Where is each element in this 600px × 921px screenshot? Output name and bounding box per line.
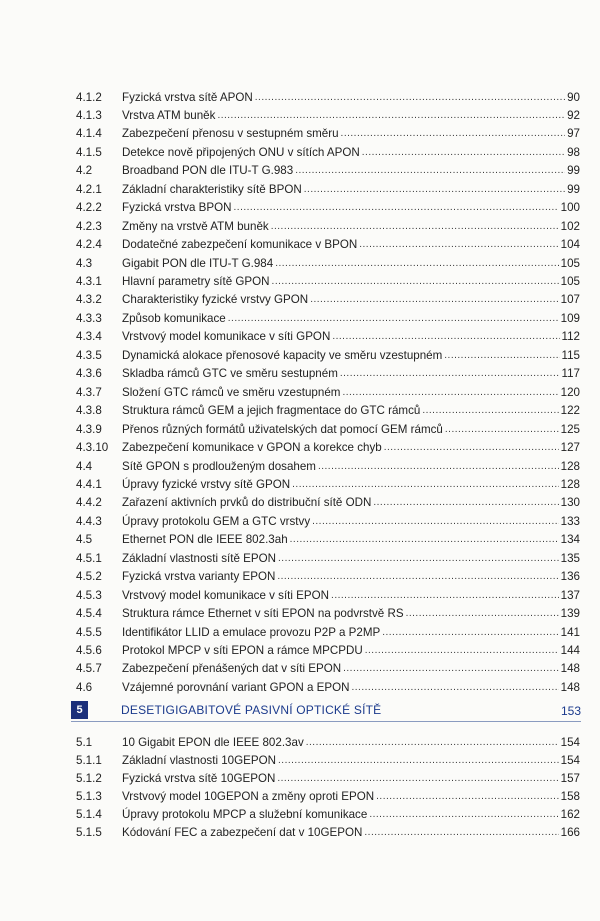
entry-number: 4.3.4 [76, 330, 102, 344]
dot-leader [359, 239, 558, 250]
entry-page: 141 [560, 625, 580, 639]
toc-entry [76, 549, 580, 567]
entry-title: Složení GTC rámců ve směru vzestupném [122, 385, 341, 399]
entry-title: Vrstvový model komunikace v síti EPON [122, 588, 330, 602]
entry-number: 4.4 [76, 459, 93, 473]
entry-page: 134 [560, 533, 580, 547]
entry-page: 104 [560, 238, 580, 252]
dot-leader [369, 809, 558, 820]
toc-entry [76, 328, 580, 346]
toc-entry [76, 346, 580, 364]
entry-number: 4.3.6 [76, 367, 102, 381]
entry-title: Identifikátor LLID a emulace provozu P2P a P2MP [122, 625, 381, 639]
entry-number: 5.1.4 [76, 807, 102, 821]
entry-number: 4.4.3 [76, 514, 102, 528]
dot-leader [310, 294, 558, 305]
dot-leader [343, 663, 559, 674]
entry-page: 137 [560, 588, 580, 602]
entry-number: 4.3.3 [76, 311, 102, 325]
entry-number: 4.2.1 [76, 182, 102, 196]
entry-page: 105 [560, 256, 580, 270]
entry-title: Detekce nově připojených ONU v sítích APON [122, 145, 360, 159]
entry-number: 4.1.2 [76, 90, 102, 104]
dot-leader [304, 184, 565, 195]
entry-title: Zabezpečení přenášených dat v síti EPON [122, 662, 342, 676]
toc-entry [76, 586, 580, 604]
toc-entry [76, 605, 580, 623]
entry-title: Skladba rámců GTC ve směru sestupném [122, 367, 338, 381]
entry-title: Fyzická vrstva sítě 10GEPON [122, 771, 276, 785]
entry-number: 4.3.9 [76, 422, 102, 436]
entry-title: Zabezpečení přenosu v sestupném směru [122, 127, 339, 141]
entry-title: Protokol MPCP v síti EPON a rámce MPCPDU [122, 644, 363, 657]
toc-entry [76, 823, 580, 841]
entry-number: 4.5.5 [76, 625, 102, 639]
entry-number: 4.3.8 [76, 404, 102, 418]
dot-leader [277, 773, 558, 784]
entry-title: Vzájemné porovnání variant GPON a EPON [122, 680, 350, 694]
toc-entry [76, 420, 580, 438]
toc-entry [76, 383, 580, 401]
entry-page: 105 [560, 275, 580, 288]
entry-page: 166 [560, 825, 580, 839]
entry-page: 135 [560, 551, 580, 565]
dot-leader [364, 827, 558, 838]
entry-number: 4.5.1 [76, 551, 102, 565]
dot-leader [278, 553, 559, 564]
toc-entry [76, 365, 580, 383]
chapter-number: 5 [71, 701, 88, 719]
entry-page: 157 [560, 771, 580, 785]
toc-entry [76, 642, 580, 660]
dot-leader [295, 165, 565, 176]
entry-title: 10 Gigabit EPON dle IEEE 802.3av [122, 735, 304, 749]
entry-title: Broadband PON dle ITU-T G.983 [122, 164, 294, 178]
dot-leader [312, 516, 559, 527]
toc-entry [76, 402, 580, 420]
entry-number: 5.1 [76, 735, 93, 749]
dot-leader [332, 331, 559, 342]
entry-title: Fyzická vrstva sítě APON [122, 90, 253, 104]
toc-entry [76, 457, 580, 475]
toc-entry [76, 512, 580, 530]
entry-number: 4.6 [76, 680, 93, 694]
toc-entry [76, 273, 580, 291]
dot-leader [306, 737, 559, 748]
entry-number: 4.5.3 [76, 588, 102, 602]
entry-number: 4.2 [76, 164, 93, 178]
dot-leader [271, 221, 559, 232]
entry-title: Základní charakteristiky sítě BPON [122, 182, 302, 196]
toc-entry [76, 733, 580, 751]
entry-page: 92 [567, 108, 580, 122]
entry-number: 4.3 [76, 256, 93, 270]
entry-page: 128 [560, 459, 580, 473]
toc-entry [76, 494, 580, 512]
entry-title: Ethernet PON dle IEEE 802.3ah [122, 533, 288, 547]
entry-title: Vrstvový model 10GEPON a změny oproti EPON [122, 789, 375, 803]
entry-page: 128 [560, 477, 580, 491]
entry-title: Struktura rámců GEM a jejich fragmentace do GTC rámců [122, 404, 421, 418]
toc-entry [76, 180, 580, 198]
dot-leader [342, 387, 558, 398]
entry-page: 158 [560, 789, 580, 803]
toc-entry [76, 531, 580, 549]
entry-title: Přenos různých formátů uživatelských dat pomocí GEM rámců [122, 422, 443, 436]
dot-leader [445, 424, 559, 435]
entry-page: 136 [560, 570, 580, 584]
toc-entry [76, 475, 580, 493]
dot-leader [382, 627, 558, 638]
dot-leader [318, 461, 559, 472]
entry-number: 5.1.2 [76, 771, 102, 785]
entry-number: 4.3.10 [76, 441, 109, 455]
dot-leader [373, 497, 558, 508]
toc-entry [76, 254, 580, 272]
entry-page: 133 [560, 514, 580, 528]
entry-page: 127 [560, 441, 580, 455]
entry-page: 115 [561, 348, 580, 362]
entry-page: 122 [560, 404, 580, 418]
entry-page: 98 [567, 145, 580, 159]
entry-title: Úpravy protokolu MPCP a služební komunikace [122, 807, 368, 821]
dot-leader [341, 128, 566, 139]
entry-number: 4.4.2 [76, 496, 102, 510]
entry-page: 107 [560, 293, 580, 307]
entry-number: 5.1.1 [76, 753, 102, 767]
entry-title: Dynamická alokace přenosové kapacity ve směru vzestupném [122, 348, 443, 362]
toc-entry [76, 106, 580, 124]
entry-page: 99 [567, 164, 580, 178]
entry-title: Vrstva ATM buněk [122, 108, 216, 122]
entry-number: 4.3.5 [76, 348, 102, 362]
dot-leader [228, 313, 559, 324]
entry-title: Fyzická vrstva varianty EPON [122, 570, 276, 584]
entry-title: Úpravy fyzické vrstvy sítě GPON [122, 477, 291, 491]
entry-title: Charakteristiky fyzické vrstvy GPON [122, 293, 309, 307]
entry-number: 4.3.2 [76, 293, 102, 307]
entry-title: Sítě GPON s prodlouženým dosahem [122, 459, 316, 473]
entry-page: 99 [567, 182, 580, 196]
entry-page: 117 [561, 367, 580, 381]
toc-entry [76, 236, 580, 254]
dot-leader [275, 258, 558, 269]
entry-page: 90 [567, 90, 580, 104]
dot-leader [331, 590, 559, 601]
entry-page: 100 [560, 201, 580, 215]
entry-number: 4.1.3 [76, 108, 102, 122]
entry-number: 4.5.7 [76, 662, 102, 676]
toc-entry [76, 439, 580, 457]
entry-number: 5.1.3 [76, 789, 102, 803]
entry-page: 109 [560, 311, 580, 325]
entry-page: 112 [561, 330, 580, 344]
entry-title: Dodatečné zabezpečení komunikace v BPON [122, 238, 358, 252]
entry-page: 148 [560, 662, 580, 676]
entry-title: Vrstvový model komunikace v síti GPON [122, 330, 331, 344]
toc-entry [76, 805, 580, 823]
entry-title: Hlavní parametry sítě GPON [122, 275, 270, 288]
toc-entry [76, 125, 580, 143]
dot-leader [290, 534, 559, 545]
entry-title: Fyzická vrstva BPON [122, 201, 232, 215]
entry-number: 4.2.4 [76, 238, 102, 252]
entry-page: 162 [560, 807, 580, 821]
entry-number: 4.4.1 [76, 477, 102, 491]
entry-title: Zařazení aktivních prvků do distribuční sítě ODN [122, 496, 372, 510]
toc-entry [76, 291, 580, 309]
entry-number: 4.3.7 [76, 385, 102, 399]
toc-entry [76, 162, 580, 180]
entry-title: Zabezpečení komunikace v GPON a korekce chyb [122, 441, 382, 455]
toc-entry [76, 769, 580, 787]
entry-number: 4.2.2 [76, 201, 102, 215]
entry-page: 154 [560, 735, 580, 749]
dot-leader [292, 479, 559, 490]
dot-leader [272, 276, 559, 287]
dot-leader [255, 92, 565, 103]
dot-leader [365, 645, 559, 656]
toc-entry [76, 309, 580, 327]
entry-number: 4.5.2 [76, 570, 102, 584]
entry-number: 5.1.5 [76, 825, 102, 839]
entry-number: 4.3.1 [76, 275, 102, 288]
entry-title: Struktura rámce Ethernet v síti EPON na podvrstvě RS [122, 607, 404, 621]
dot-leader [422, 405, 558, 416]
entry-page: 139 [560, 607, 580, 621]
toc-entry [76, 143, 580, 161]
entry-page: 102 [560, 219, 580, 233]
entry-page: 120 [560, 385, 580, 399]
entry-page: 130 [560, 496, 580, 510]
dot-leader [384, 442, 559, 453]
dot-leader [444, 350, 559, 361]
dot-leader [340, 368, 560, 379]
dot-leader [278, 755, 559, 766]
entry-title: Základní vlastnosti sítě EPON [122, 551, 277, 565]
entry-number: 4.1.4 [76, 127, 102, 141]
toc-entry [76, 678, 580, 696]
entry-number: 4.5.4 [76, 607, 102, 621]
entry-page: 148 [560, 680, 580, 694]
toc-entry [76, 623, 580, 641]
entry-page: 97 [567, 127, 580, 141]
chapter-heading [71, 701, 581, 722]
entry-title: Úpravy protokolu GEM a GTC vrstvy [122, 514, 311, 528]
toc-entry [76, 88, 580, 106]
chapter-title: DESETIGIGABITOVÉ PASIVNÍ OPTICKÉ SÍTĚ [121, 703, 382, 717]
entry-number: 4.2.3 [76, 219, 102, 233]
toc-entry [76, 751, 580, 769]
toc-entry [76, 568, 580, 586]
entry-number: 4.5.6 [76, 644, 102, 657]
dot-leader [406, 608, 559, 619]
dot-leader [234, 202, 559, 213]
entry-title: Gigabit PON dle ITU-T G.984 [122, 256, 274, 270]
entry-title: Základní vlastnosti 10GEPON [122, 753, 277, 767]
entry-page: 144 [560, 644, 580, 657]
toc-entry [76, 217, 580, 235]
toc-entry [76, 787, 580, 805]
entry-page: 154 [560, 753, 580, 767]
toc-entry [76, 660, 580, 678]
chapter-page: 153 [560, 704, 581, 718]
toc-entry [76, 199, 580, 217]
entry-number: 4.5 [76, 533, 93, 547]
dot-leader [351, 682, 558, 693]
entry-number: 4.1.5 [76, 145, 102, 159]
entry-title: Změny na vrstvě ATM buněk [122, 219, 269, 233]
entry-title: Způsob komunikace [122, 311, 226, 325]
dot-leader [376, 791, 559, 802]
dot-leader [277, 571, 558, 582]
entry-title: Kódování FEC a zabezpečení dat v 10GEPON [122, 825, 363, 839]
dot-leader [362, 147, 565, 158]
entry-page: 125 [560, 422, 580, 436]
dot-leader [217, 110, 565, 121]
